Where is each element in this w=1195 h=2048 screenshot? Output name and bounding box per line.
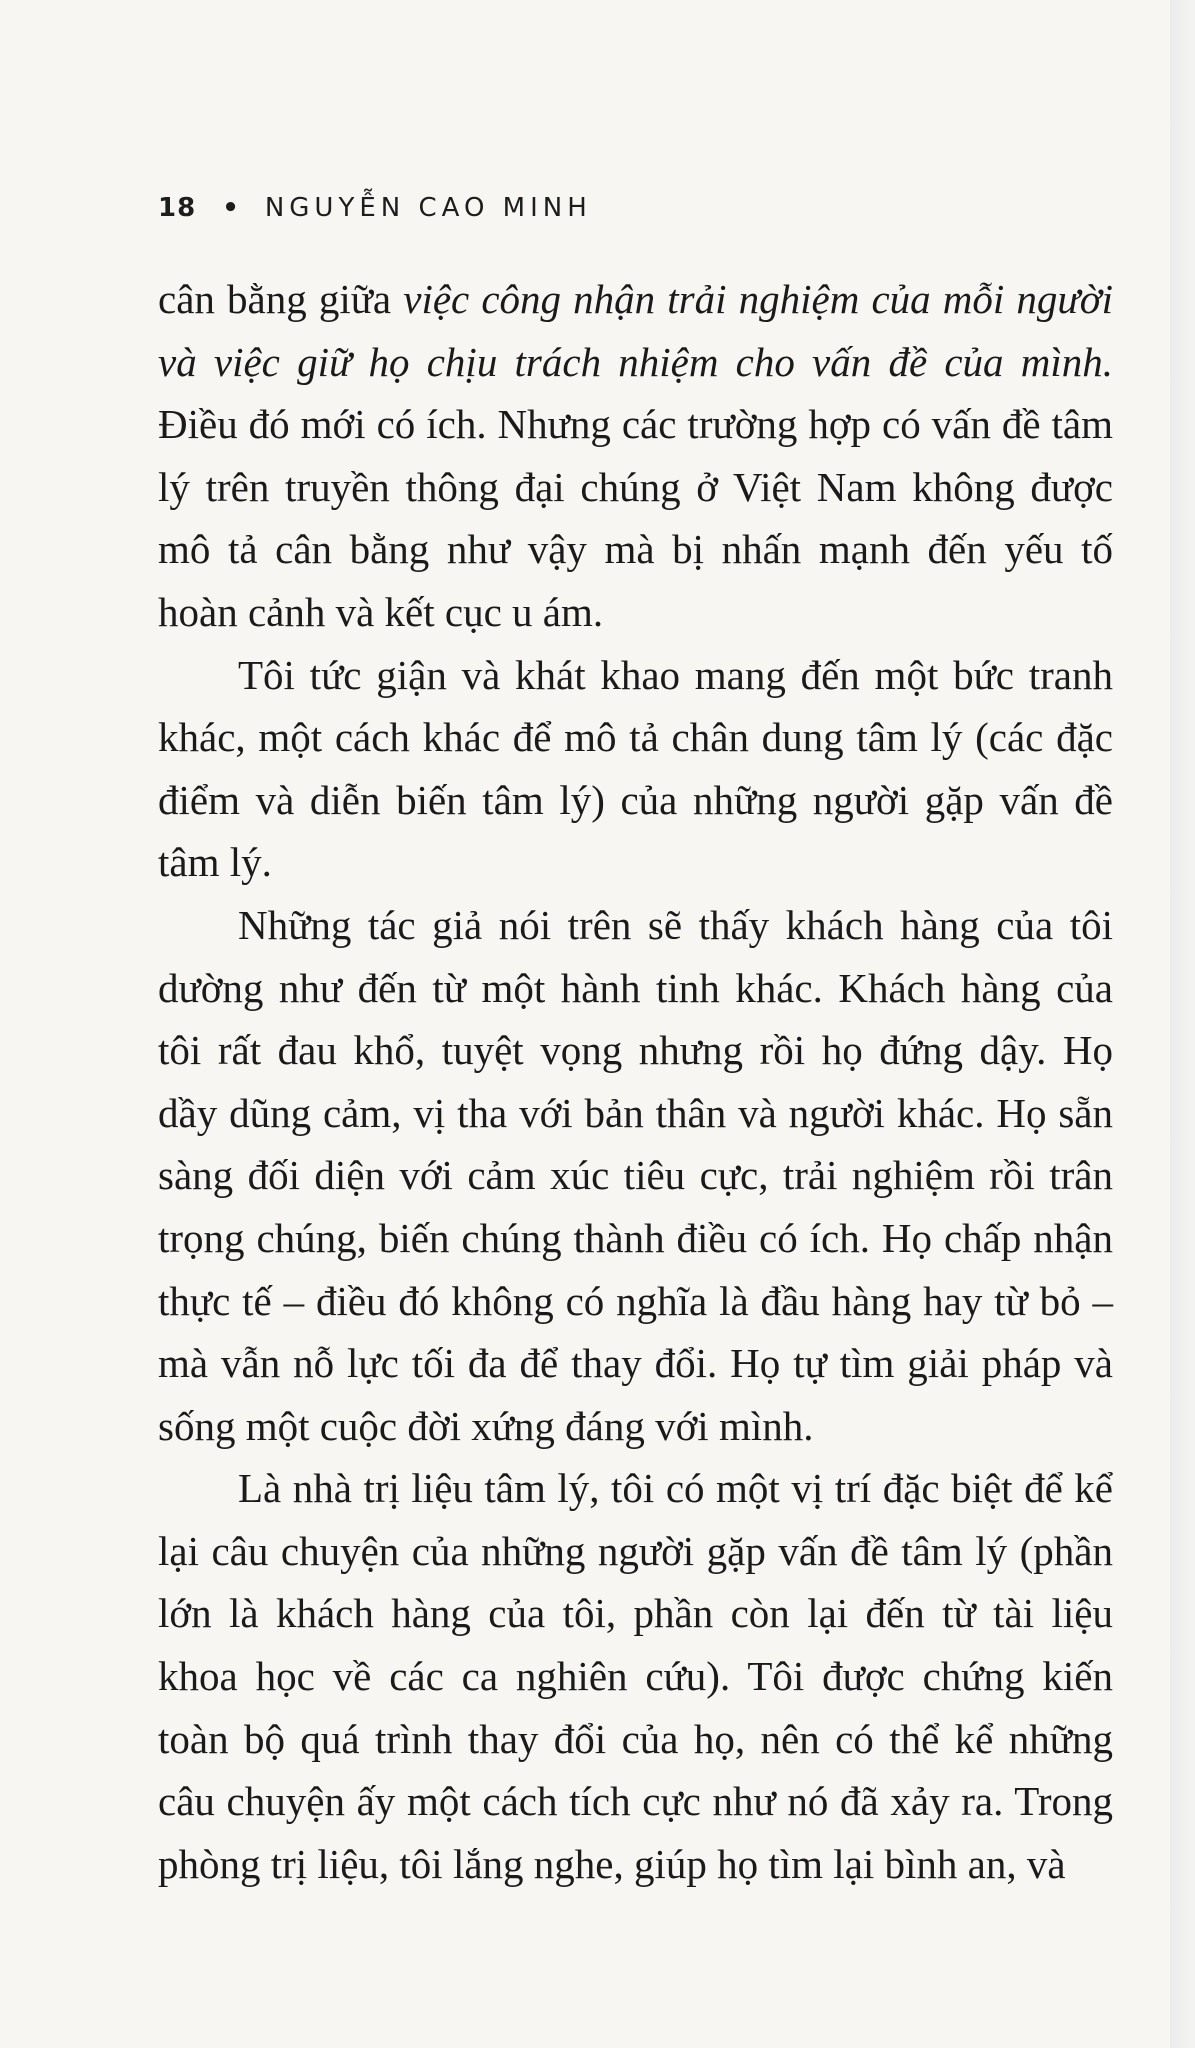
header-separator: • — [222, 193, 243, 223]
author-name: NGUYỄN CAO MINH — [264, 193, 592, 223]
page-number: 18 — [158, 193, 197, 223]
paragraph-1 — [158, 268, 1113, 644]
body-text — [158, 268, 1113, 1895]
page-edge — [1170, 0, 1195, 2048]
running-head — [158, 193, 592, 223]
paragraph-1-italic: việc công nhận trải nghiệm của mỗi người và việc giữ họ chịu trách nhiệm cho vấn đề của mình. — [158, 276, 1113, 385]
paragraph-4: Là nhà trị liệu tâm lý, tôi có một vị trí đặc biệt để kể lại câu chuyện của những người gặp vấn đề tâm lý (phần lớn là khách hàng của tôi, phần còn lại đến từ tài liệu khoa học về các ca nghiên cứu). Tôi được chứng kiến toàn bộ quá trình thay đổi của họ, nên có thể kể những câu chuyện ấy một cách tích cực như nó đã xảy ra. Trong phòng trị liệu, tôi lắng nghe, giúp họ tìm lại bình an, và — [158, 1465, 1113, 1887]
paragraph-3: Những tác giả nói trên sẽ thấy khách hàng của tôi dường như đến từ một hành tinh khác. Khách hàng của tôi rất đau khổ, tuyệt vọng nhưng rồi họ đứng dậy. Họ dầy dũng cảm, vị tha với bản thân và người khác. Họ sẵn sàng đối diện với cảm xúc tiêu cực, trải nghiệm rồi trân trọng chúng, biến chúng thành điều có ích. Họ chấp nhận thực tế – điều đó không có nghĩa là đầu hàng hay từ bỏ – mà vẫn nỗ lực tối đa để thay đổi. Họ tự tìm giải pháp và sống một cuộc đời xứng đáng với mình. — [158, 901, 1113, 1449]
paragraph-1-lead: cân bằng giữa — [158, 276, 404, 322]
paragraph-1-rest: Điều đó mới có ích. Nhưng các trường hợp có vấn đề tâm lý trên truyền thông đại chúng ở Việt Nam không được mô tả cân bằng như vậy mà bị nhấn mạnh đến yếu tố hoàn cảnh và kết cục u ám. — [158, 401, 1113, 635]
paragraph-2: Tôi tức giận và khát khao mang đến một bức tranh khác, một cách khác để mô tả chân dung tâm lý (các đặc điểm và diễn biến tâm lý) của những người gặp vấn đề tâm lý. — [158, 651, 1113, 886]
